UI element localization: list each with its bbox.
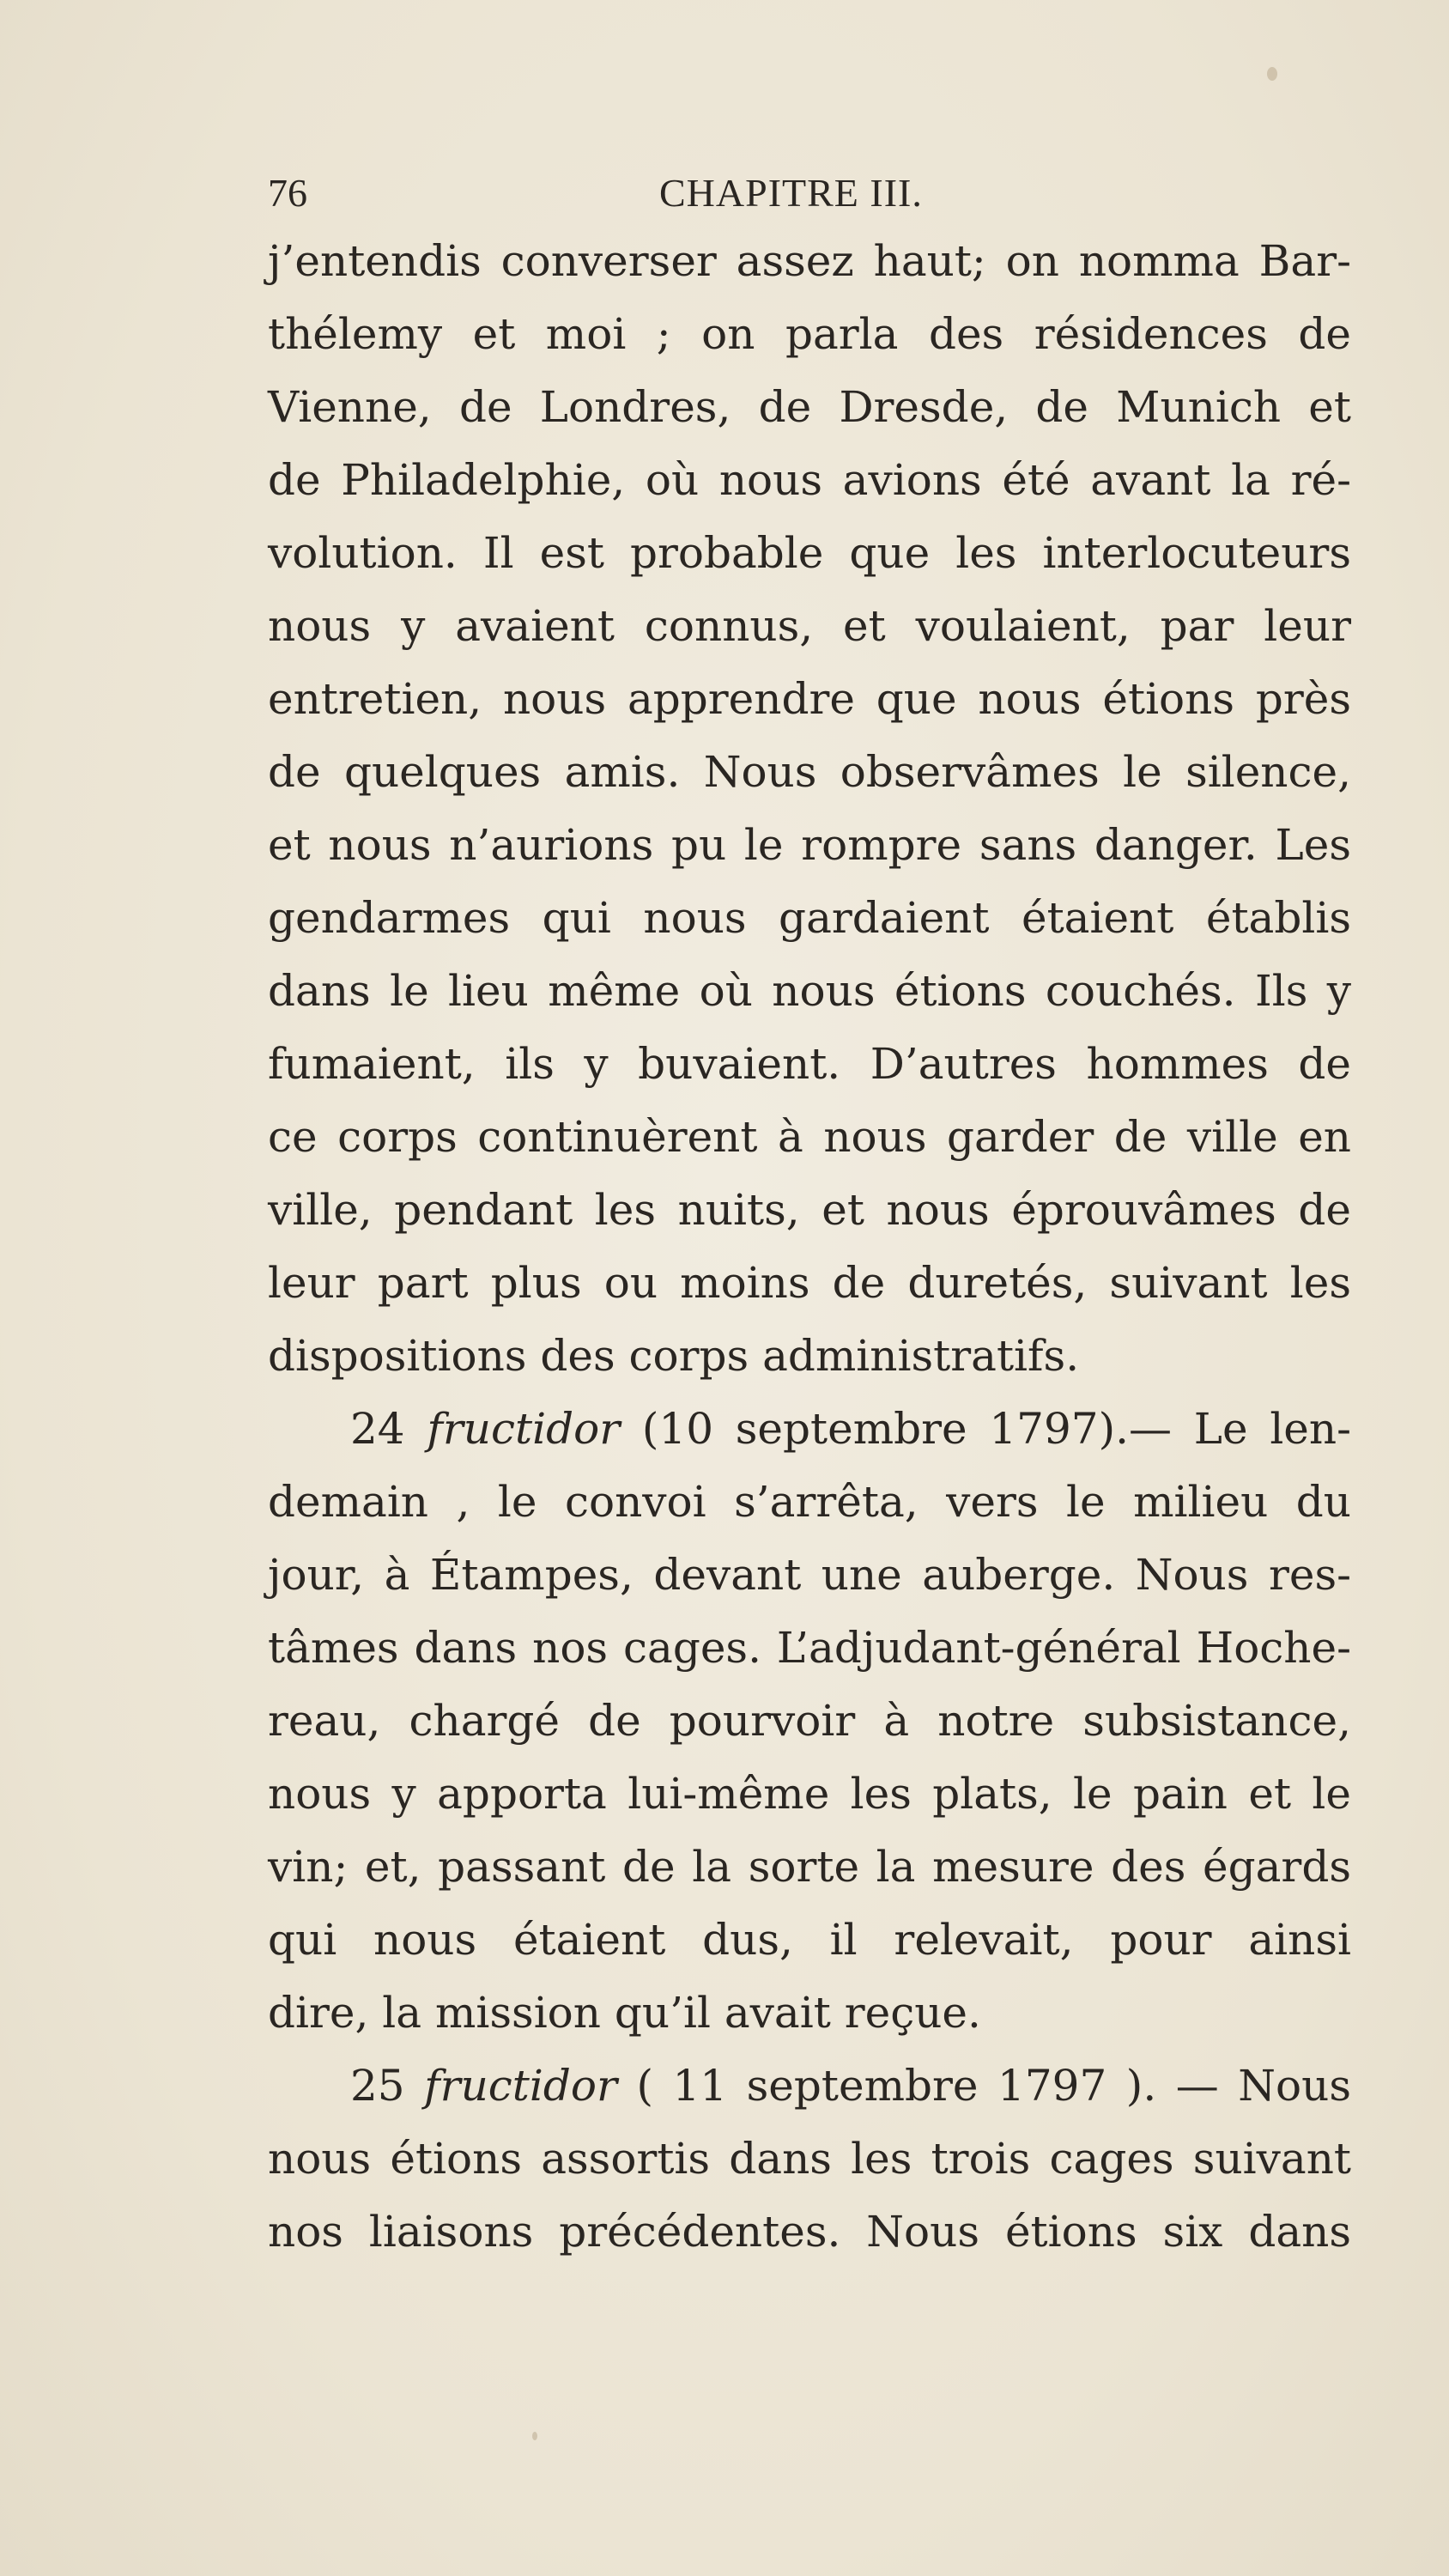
entry-date-number: 24: [350, 1404, 405, 1454]
text-line: et nous n’aurions pu le rompre sans danger. Les: [268, 820, 1351, 870]
text-line: de quelques amis. Nous observâmes le silence,: [268, 747, 1351, 797]
text-line: ville, pendant les nuits, et nous éprouvâmes de: [268, 1185, 1351, 1235]
text-line: nos liaisons précédentes. Nous étions six dans: [268, 2207, 1351, 2257]
entry-heading-line: [268, 2050, 1351, 2123]
entry-date-rest: (10 septembre 1797).— Le len-: [641, 1404, 1351, 1454]
text-line: gendarmes qui nous gardaient étaient établis: [268, 893, 1351, 943]
entry-date-rest: ( 11 septembre 1797 ). — Nous: [636, 2061, 1351, 2111]
text-line: dispositions des corps administratifs.: [268, 1331, 1080, 1381]
text-line: vin; et, passant de la sorte la mesure des égards: [268, 1842, 1351, 1892]
entry-date-month: fructidor: [424, 2061, 617, 2111]
text-line: dans le lieu même où nous étions couchés. Ils y: [268, 966, 1351, 1016]
running-head: [268, 163, 1372, 223]
text-line: entretien, nous apprendre que nous étions près: [268, 674, 1351, 724]
paper-spot: [532, 2432, 537, 2440]
text-line: demain , le convoi s’arrêta, vers le milieu du: [268, 1477, 1351, 1527]
text-line: de Philadelphie, où nous avions été avant la ré-: [268, 455, 1351, 505]
text-line: Vienne, de Londres, de Dresde, de Munich et: [268, 382, 1351, 432]
text-line: jour, à Étampes, devant une auberge. Nous res-: [268, 1550, 1351, 1600]
text-line: dire, la mission qu’il avait reçue.: [268, 1988, 981, 2038]
text-line: ce corps continuèrent à nous garder de ville en: [268, 1112, 1351, 1162]
text-line: nous y avaient connus, et voulaient, par leur: [268, 601, 1351, 651]
page-number: 76: [268, 171, 307, 215]
text-line: tâmes dans nos cages. L’adjudant-général Hoche-: [268, 1623, 1351, 1673]
text-line: qui nous étaient dus, il relevait, pour ainsi: [268, 1915, 1351, 1965]
text-line: nous y apporta lui-même les plats, le pain et le: [268, 1769, 1351, 1819]
paper-spot: [1267, 67, 1277, 81]
entry-date-month: fructidor: [427, 1404, 621, 1454]
body-text: [268, 225, 1351, 2269]
text-line: volution. Il est probable que les interlocuteurs: [268, 528, 1351, 578]
chapter-title: CHAPITRE III.: [659, 171, 923, 215]
text-line: j’entendis converser assez haut; on nomma Bar-: [268, 236, 1351, 286]
text-line: reau, chargé de pourvoir à notre subsistance,: [268, 1696, 1351, 1746]
entry-heading-line: [268, 1393, 1351, 1466]
text-line: nous étions assortis dans les trois cages suivant: [268, 2134, 1351, 2184]
text-line: leur part plus ou moins de duretés, suivant les: [268, 1258, 1351, 1308]
text-line: thélemy et moi ; on parla des résidences de: [268, 309, 1351, 359]
entry-date-number: 25: [350, 2061, 405, 2111]
text-line: fumaient, ils y buvaient. D’autres hommes de: [268, 1039, 1351, 1089]
